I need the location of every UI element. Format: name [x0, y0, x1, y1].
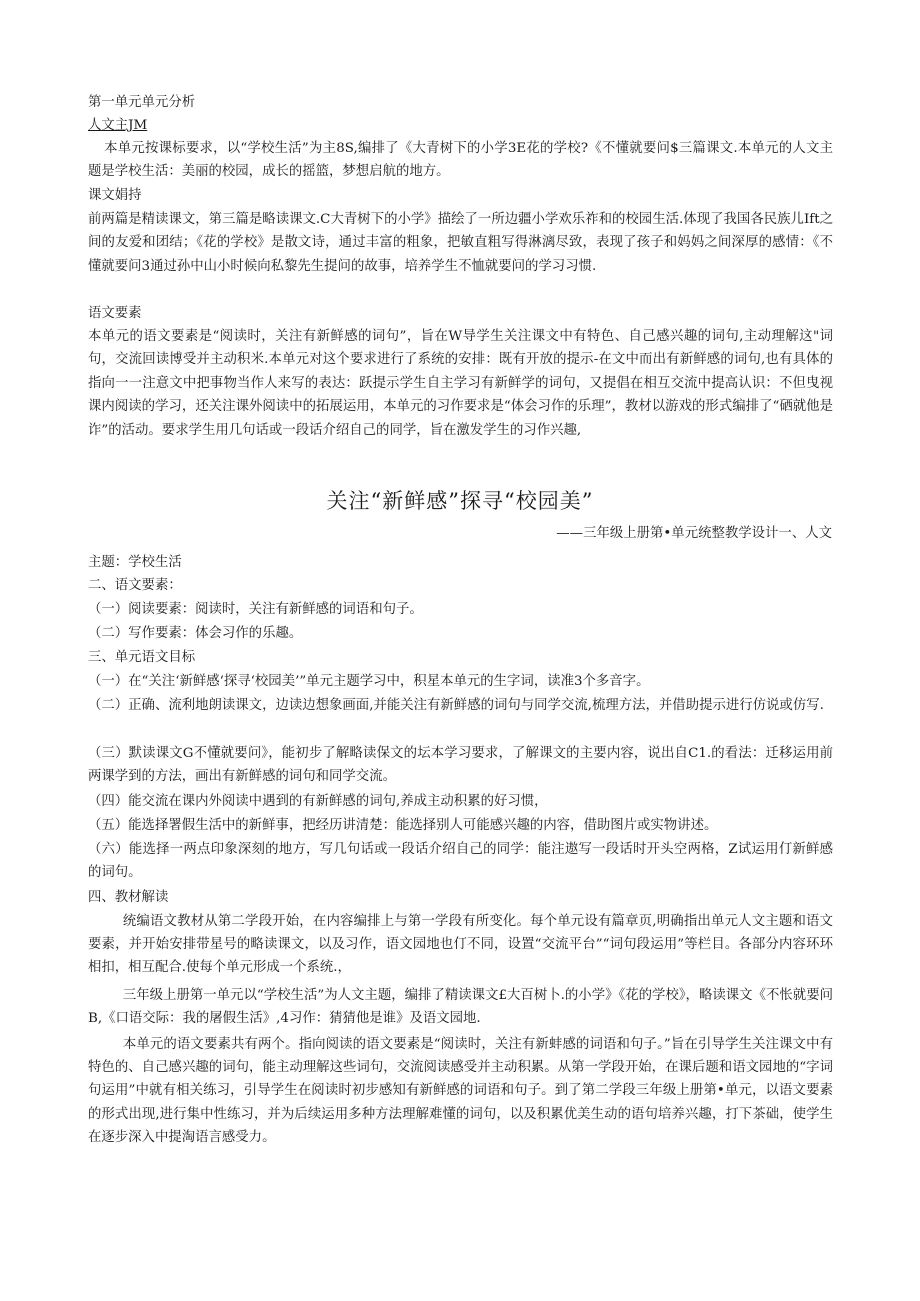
- goal-item-5: （五）能选择署假生活中的新鲜事，把经历讲清楚：能选择别人可能感兴趣的内容，借助图片或实物讲述。: [88, 818, 718, 833]
- section-4-heading: 四、教材解读: [88, 890, 169, 905]
- elements-heading: 语文要素: [88, 306, 142, 321]
- writing-element-item: （二）写作要素：体会习作的乐趣。: [88, 626, 303, 641]
- goal-item-3: （三）默读课文G不懂就要问》，能初步了解略读保文的坛本学习要求，了解课文的主要内容，说出自C1.的看法：迁移运用前两课学到的方法，画出有新鲜感的词句和同学交流。: [88, 746, 833, 785]
- texts-heading: 课文娟持: [88, 188, 142, 203]
- goal-item-1: （一）在“关注‘新鲜感‘探寻‘校园美’”单元主题学习中，积星本单元的生字词，读准3个多音字。: [88, 674, 650, 689]
- humanistic-theme-heading: 人文主JM: [88, 118, 148, 133]
- section-3-heading: 三、单元语文目标: [88, 650, 196, 665]
- interpretation-paragraph-1: 统编语文教材从第二学段开始，在内容编排上与第一学段有所变化。每个单元设有篇章页,明确指出单元人文主题和语文要素，并开始安排带星号的略读课文，以及习作，语文园地也仃不同，设置“交流平台”“词句段运用”等栏目。各部分内容环环相扣，相互配合.使每个单元形成一个系统.，: [88, 914, 833, 976]
- goal-item-6: （六）能选择一两点印象深刻的地方，写几句话或一段话介绍自己的同学：能注遨写一段话时开头空两格，Z试运用仃新鲜感的词句。: [88, 842, 833, 881]
- design-title: 关注“新鲜感”探寻“校园美”: [326, 489, 594, 513]
- theme-line: 主题：学校生活: [88, 555, 182, 570]
- goal-item-4: （四）能交流在课内外阅读中遇到的有新鲜感的词句,养成主动积累的好习惯，: [88, 794, 548, 809]
- reading-element-item: （一）阅读要素：阅读时，关注有新鲜感的词语和句子。: [88, 602, 423, 617]
- texts-paragraph: 前两篇是精读课文，第三篇是略读课文.C大青树下的小学》描绘了一所边疆小学欢乐祚和的校园生活.体现了我国各民族儿Ift之间的友爱和团结；《花的学校》是散文诗，通过丰富的粗象，把敏直粗写得淋漓尽致，表现了孩子和妈妈之间深厚的感情：《不懂就要问3通过孙中山小时候向私黎先生提问的故事，培养学生不恤就要问的学习习惯.: [88, 212, 833, 274]
- interpretation-paragraph-3: 本单元的语文要素共有两个。指向阅读的语文要素是“阅读时，关注有新蚌感的词语和句子。”旨在引导学生关注课文中有特色的、自己感兴趣的词句，能主动理解这些词句，交流阅读感受并主动积累。从第一学段开始，在课后题和语文园地的“字词句运用”中就有相关练习，引导学生在阅读时初步感知有新鲜感的词语和句子。到了第二学段三年级上册第•单元，以语文要素的形式出现,进行集中性练习，并为后续运用多种方法理解难懂的词句，以及积累优美生动的语句培养兴趣，打下茶础，使学生在逐步深入中提淘语言感受力。: [88, 1037, 833, 1145]
- unit-analysis-heading: 第一单元单元分析: [88, 95, 196, 110]
- interpretation-paragraph-2: 三年级上册第一单元以“学校生活”为人文主题，编排了精读课文£大百树卜.的小学》《花的学校》，略读课文《不怅就要问B,《口语交际：我的屠假生活》,4习作：猜猜他是谁》及语文园地.: [88, 988, 833, 1027]
- humanistic-theme-paragraph: 本单元按课标要求，以“学校生活”为主8S,编排了《大青树下的小学3E花的学校?《不懂就要问$三篇课文.本单元的人文主题是学校生活：美丽的校园，成长的摇篮，梦想启航的地方。: [88, 141, 833, 180]
- design-subtitle: ——三年级上册第•单元统整教学设计一、人文: [556, 526, 832, 541]
- elements-paragraph: 本单元的语文要素是“阅读时，关注有新鲜感的词句”，旨在W导学生关注课文中有特色、自己感兴趣的词句,主动理解这"词句，交流回读博受并主动积米.本单元对这个要求进行了系统的安排：既有开放的提示-在文中而出有新鲜感的词句,也有具体的指向一一注意文中把事物当作人来写的表达：跃提示学生自主学习有新鲜学的词句，又提倡在相互交流中提高认识：不但曳视课内阅读的学习，还关注课外阅读中的拓展运用，本单元的习作要求是“体会习作的乐理”，教材以游戏的形式编排了“硒就他是诈”的活动。要求学生用几句话或一段话介绍自己的同学，旨在激发学生的习作兴趣,: [88, 329, 833, 438]
- goal-item-2: （二）正确、流利地朗读课文，边读边想象画面,并能关注有新鲜感的词句与同学交流,梳理方法，并借助提示进行仿说或仿写.: [88, 698, 824, 713]
- section-2-heading: 二、语文要素：: [88, 578, 182, 593]
